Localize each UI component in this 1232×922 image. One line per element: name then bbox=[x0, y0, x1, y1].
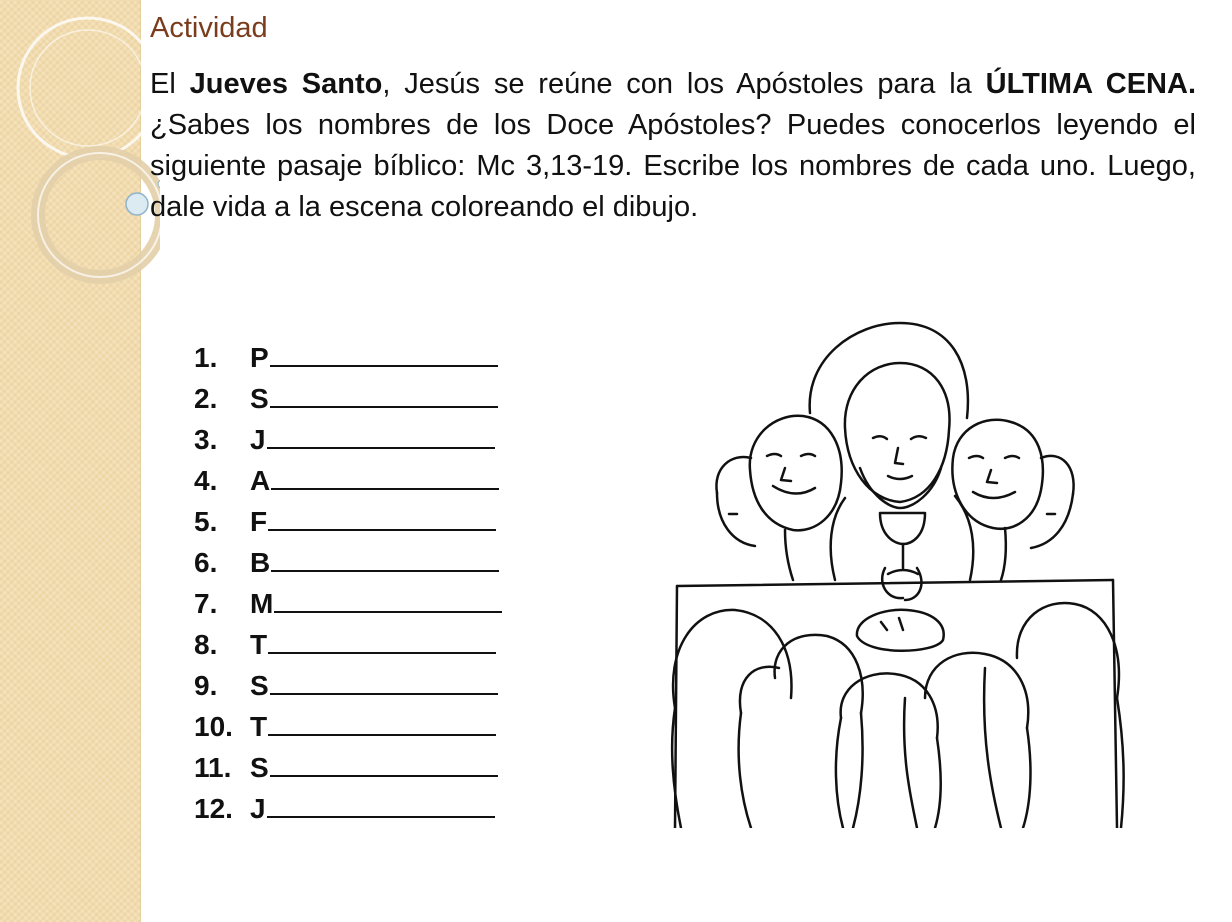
apostle-initial: T bbox=[250, 711, 268, 742]
decorative-circles-icon bbox=[0, 0, 160, 320]
slide-title: Actividad bbox=[150, 12, 268, 44]
apostle-name-list bbox=[194, 337, 502, 829]
apostle-number: 7. bbox=[194, 588, 218, 619]
apostle-initial: B bbox=[250, 547, 271, 578]
answer-blank-line[interactable] bbox=[267, 788, 495, 818]
apostle-number: 8. bbox=[194, 629, 218, 660]
apostle-number: 1. bbox=[194, 342, 218, 373]
apostle-initial: A bbox=[250, 465, 271, 496]
answer-blank-line[interactable] bbox=[271, 460, 499, 490]
apostle-number: 6. bbox=[194, 547, 218, 578]
instructions-bold: ÚLTIMA CENA. bbox=[985, 68, 1196, 100]
apostle-number: 3. bbox=[194, 424, 218, 455]
instructions-paragraph bbox=[150, 64, 1196, 228]
apostle-list-item bbox=[194, 706, 502, 747]
apostle-number: 9. bbox=[194, 670, 218, 701]
apostle-number: 2. bbox=[194, 383, 218, 414]
apostle-list-item bbox=[194, 460, 502, 501]
answer-blank-line[interactable] bbox=[268, 706, 496, 736]
answer-blank-line[interactable] bbox=[270, 378, 498, 408]
apostle-initial: J bbox=[250, 424, 266, 455]
answer-blank-line[interactable] bbox=[274, 583, 502, 613]
answer-blank-line[interactable] bbox=[268, 501, 496, 531]
apostle-list-item bbox=[194, 665, 502, 706]
instructions-text: ¿Sabes los nombres de los Doce Apóstoles? Puedes conocerlos leyendo el siguiente pasaje bíblico: Mc 3,13-19. Escribe los nombres de cada uno. Luego, dale vida a la escena coloreando el dibujo. bbox=[150, 109, 1196, 223]
answer-blank-line[interactable] bbox=[270, 665, 498, 695]
apostle-number: 11. bbox=[194, 752, 232, 783]
apostle-list-item bbox=[194, 419, 502, 460]
answer-blank-line[interactable] bbox=[270, 337, 498, 367]
apostle-initial: P bbox=[250, 342, 269, 373]
apostle-initial: M bbox=[250, 588, 274, 619]
apostle-list-item bbox=[194, 542, 502, 583]
apostle-number: 10. bbox=[194, 711, 233, 742]
answer-blank-line[interactable] bbox=[271, 542, 499, 572]
apostle-list-item bbox=[194, 337, 502, 378]
apostle-list-item bbox=[194, 378, 502, 419]
apostle-initial: S bbox=[250, 752, 269, 783]
apostle-list-item bbox=[194, 788, 502, 829]
apostle-initial: J bbox=[250, 793, 266, 824]
apostle-list-item bbox=[194, 624, 502, 665]
answer-blank-line[interactable] bbox=[268, 624, 496, 654]
instructions-text: , Jesús se reúne con los Apóstoles para la bbox=[382, 68, 986, 100]
instructions-bold: Jueves Santo bbox=[189, 68, 383, 100]
apostle-number: 5. bbox=[194, 506, 218, 537]
apostle-initial: S bbox=[250, 670, 269, 701]
apostle-list-item bbox=[194, 501, 502, 542]
instructions-text: El bbox=[150, 68, 190, 100]
apostle-list-item bbox=[194, 747, 502, 788]
apostle-number: 12. bbox=[194, 793, 233, 824]
last-supper-drawing-icon bbox=[655, 318, 1165, 828]
apostle-list-item bbox=[194, 583, 502, 624]
answer-blank-line[interactable] bbox=[270, 747, 498, 777]
apostle-initial: S bbox=[250, 383, 269, 414]
apostle-initial: T bbox=[250, 629, 268, 660]
answer-blank-line[interactable] bbox=[267, 419, 495, 449]
apostle-initial: F bbox=[250, 506, 268, 537]
apostle-number: 4. bbox=[194, 465, 218, 496]
